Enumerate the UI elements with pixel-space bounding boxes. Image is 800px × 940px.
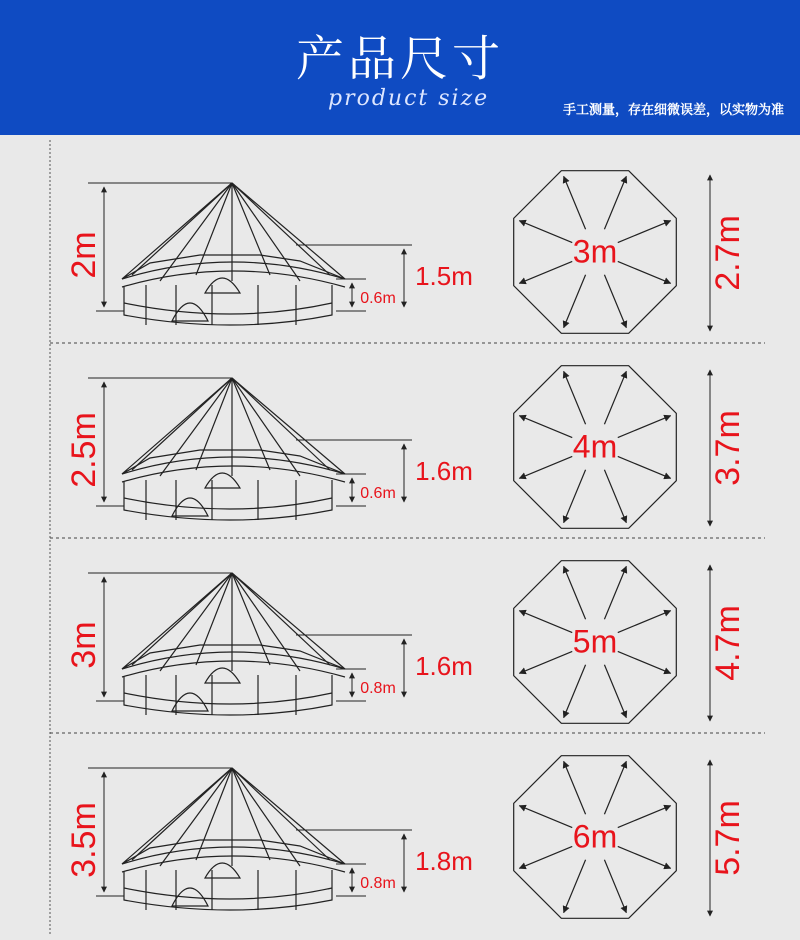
page-title: 产品尺寸 <box>295 31 504 87</box>
size-diagrams <box>0 135 800 936</box>
radius-arrow <box>618 651 671 673</box>
radius-arrow <box>564 371 586 424</box>
tent-rib <box>132 183 232 275</box>
tent-side-view <box>122 378 345 520</box>
size-row-1 <box>50 171 765 343</box>
radius-arrow <box>564 761 586 814</box>
radius-arrow <box>604 665 626 718</box>
radius-arrow <box>564 860 586 913</box>
radius-arrow <box>519 261 572 283</box>
radius-arrow <box>519 416 572 438</box>
label-total-height: 3m <box>64 621 103 669</box>
label-side-length: 5.7m <box>708 800 747 876</box>
radius-arrow <box>618 221 671 243</box>
label-total-height: 3.5m <box>64 802 103 878</box>
radius-arrow <box>604 761 626 814</box>
tent-wall-mid <box>124 498 332 509</box>
size-row-3 <box>50 561 765 733</box>
tent-rib <box>132 378 232 470</box>
radius-arrow <box>564 566 586 619</box>
tent-rib <box>196 768 232 860</box>
tent-wall <box>124 870 332 910</box>
tent-window <box>205 668 240 683</box>
label-wall-top: 1.6m <box>415 455 473 486</box>
tent-rib <box>160 183 232 281</box>
label-side-length: 2.7m <box>708 215 747 291</box>
tent-wall <box>124 675 332 715</box>
size-row-2 <box>50 366 765 538</box>
label-door-height: 0.8m <box>360 875 396 893</box>
header-banner <box>0 0 800 135</box>
radius-arrow <box>604 371 626 424</box>
tent-wall-mid <box>124 888 332 899</box>
tent-side-view <box>122 573 345 715</box>
tent-rib <box>132 573 232 665</box>
tent-roof-outline <box>122 573 345 669</box>
tent-wall-mid <box>124 693 332 704</box>
radius-arrow <box>618 806 671 828</box>
radius-arrow <box>564 176 586 229</box>
tent-rib <box>196 378 232 470</box>
measurement-note: 手工测量，存在细微误差，以实物为准 <box>562 103 784 118</box>
tent-rib <box>196 573 232 665</box>
label-diameter: 6m <box>572 818 618 855</box>
label-side-length: 3.7m <box>708 410 747 486</box>
label-total-height: 2m <box>64 231 103 279</box>
radius-arrow <box>618 261 671 283</box>
radius-arrow <box>519 846 572 868</box>
radius-arrow <box>519 221 572 243</box>
radius-arrow <box>519 651 572 673</box>
tent-rib <box>232 378 330 470</box>
radius-arrow <box>618 456 671 478</box>
label-total-height: 2.5m <box>64 412 103 488</box>
tent-rib <box>160 768 232 866</box>
tent-side-view <box>122 768 345 910</box>
size-row-4 <box>65 756 747 919</box>
tent-rib <box>232 768 330 860</box>
tent-rib <box>196 183 232 275</box>
label-door-height: 0.6m <box>360 290 396 308</box>
radius-arrow <box>564 275 586 328</box>
radius-arrow <box>618 416 671 438</box>
tent-rib <box>160 573 232 671</box>
radius-arrow <box>519 456 572 478</box>
tent-rib <box>160 378 232 476</box>
tent-window <box>205 473 240 488</box>
tent-wall-mid <box>124 303 332 314</box>
tent-wall <box>124 285 332 325</box>
radius-arrow <box>618 846 671 868</box>
radius-arrow <box>604 470 626 523</box>
tent-rib <box>232 183 330 275</box>
tent-window <box>205 863 240 878</box>
tent-rib <box>132 768 232 860</box>
label-diameter: 4m <box>572 428 618 465</box>
label-side-length: 4.7m <box>708 605 747 681</box>
tent-wall <box>124 480 332 520</box>
radius-arrow <box>604 275 626 328</box>
tent-rib <box>232 573 330 665</box>
tent-size-diagram <box>0 135 800 936</box>
radius-arrow <box>604 860 626 913</box>
radius-arrow <box>519 611 572 633</box>
radius-arrow <box>564 665 586 718</box>
radius-arrow <box>564 470 586 523</box>
tent-roof-outline <box>122 183 345 279</box>
page-subtitle: product size <box>328 86 490 111</box>
radius-arrow <box>519 806 572 828</box>
label-wall-top: 1.5m <box>415 260 473 291</box>
radius-arrow <box>618 611 671 633</box>
label-diameter: 5m <box>572 623 618 660</box>
label-diameter: 3m <box>572 233 618 270</box>
tent-roof-outline <box>122 378 345 474</box>
label-wall-top: 1.8m <box>415 845 473 876</box>
tent-side-view <box>122 183 345 325</box>
radius-arrow <box>604 566 626 619</box>
tent-roof-outline <box>122 768 345 864</box>
label-door-height: 0.8m <box>360 680 396 698</box>
radius-arrow <box>604 176 626 229</box>
tent-window <box>205 278 240 293</box>
label-wall-top: 1.6m <box>415 650 473 681</box>
label-door-height: 0.6m <box>360 485 396 503</box>
